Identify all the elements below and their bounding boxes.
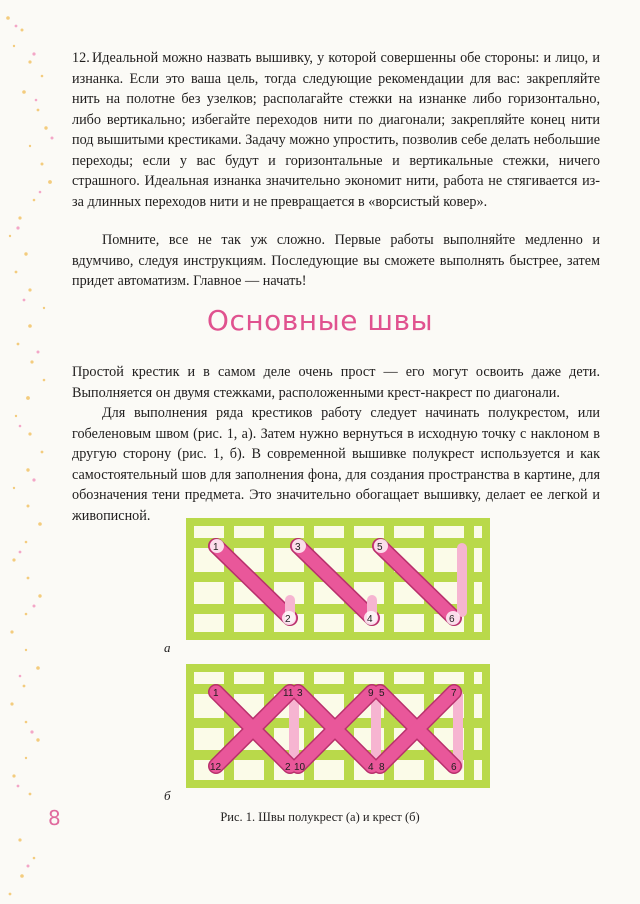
- fig-a-num: 2: [285, 614, 291, 625]
- fig-b-num: 12: [210, 762, 222, 773]
- fig-a-num: 1: [213, 542, 219, 553]
- fig-a-num: 3: [295, 542, 301, 553]
- fig-b-num: 11: [283, 688, 294, 699]
- fig-b-num: 3: [297, 688, 303, 699]
- fig-b-num: 4: [368, 762, 374, 773]
- fig-b-num: 1: [213, 688, 219, 699]
- figure-label-a: а: [164, 640, 171, 655]
- paragraph-12-text: Идеальной можно назвать вышивку, у которой совершенны обе стороны: и лицо, и изнанка. Если это ваша цель, тогда следующие рекомендации для вас: закрепляйте нить на полотне без узелков; располагайте стежки на изнанке либо горизонтально, либо вертикально; избегайте переходов нити по диагонали; закрепляйте конец нити под вышитыми крестиками. Задачу можно упростить, позволив себе делать небольшие переходы; если у вас будут и горизонтальные и вертикальные стежки, ничего страшного. Идеальная изнанка значительно экономит нити, работа не стягивается из-за длинных переходов нити и не превращается в «ворсистый ковер».: [72, 50, 600, 210]
- page-number: 8: [48, 806, 61, 830]
- fig-b-num: 10: [294, 762, 306, 773]
- fig-b-num: 5: [379, 688, 385, 699]
- figure-caption: Рис. 1. Швы полукрест (а) и крест (б): [220, 810, 420, 824]
- item-number: 12.: [72, 50, 90, 66]
- fig-b-num: 8: [379, 762, 385, 773]
- fig-a-num: 5: [377, 542, 383, 553]
- fig-b-num: 7: [451, 688, 457, 699]
- fig-a-num: 6: [449, 614, 455, 625]
- paragraph-half-cross-text: Для выполнения ряда крестиков работу следует начинать полукрестом, или гобеленовым швом (рис. 1, а). Затем нужно вернуться в исходную точку с наклоном в другую сторону (рис. 1, б). В современной вышивке полукрест используется и как самостоятельный шов для заполнения фона, для создания пространства в картине, для обозначения тени предмета. Это значительно обогащает вышивку, делает ее легкой и живописной.: [72, 405, 600, 524]
- figure-label-b: б: [164, 788, 171, 803]
- fig-b-num: 6: [451, 762, 457, 773]
- fig-b-num: 2: [285, 762, 291, 773]
- paragraph-cross-text: Простой крестик и в самом деле очень прост — его могут освоить даже дети. Выполняется он двумя стежками, расположенными крест-накрест по диагонали.: [72, 364, 600, 401]
- paragraph-remember-text: Помните, все не так уж сложно. Первые работы выполняйте медленно и вдумчиво, следуя инструкциям. Последующие вы сможете выполнять быстрее, затем придет автоматизм. Главное — начать!: [72, 232, 600, 289]
- fig-b-num: 9: [368, 688, 374, 699]
- section-title: Основные швы: [206, 304, 434, 337]
- fig-a-num: 4: [367, 614, 373, 625]
